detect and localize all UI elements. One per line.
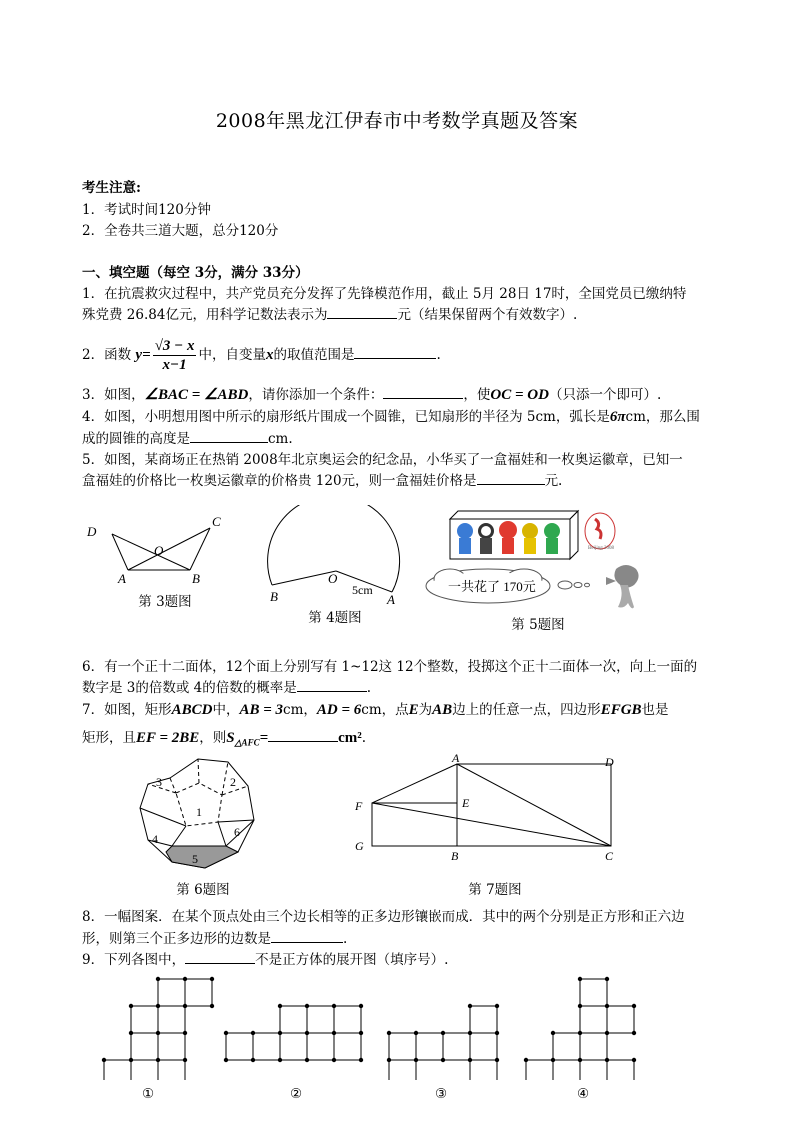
fig6-label: 5 <box>192 852 198 866</box>
math-unit: cm² <box>338 730 362 746</box>
answer-blank[interactable] <box>268 727 338 742</box>
q1-text: 殊党费 26.84亿元，用科学记数法表示为 <box>82 307 328 323</box>
net-square <box>253 1033 280 1060</box>
answer-blank[interactable] <box>354 344 436 359</box>
math-expr: EF = 2BE <box>136 730 200 746</box>
fig3-label-d: D <box>87 524 97 539</box>
q8-text: 形，则第三个正多边形的边数是 <box>82 931 271 947</box>
net-square <box>334 1006 361 1033</box>
cube-net-3 <box>387 1004 499 1080</box>
net-vertex-dot <box>414 1031 418 1035</box>
net-vertex-dot <box>210 977 214 981</box>
notice-item: 2．全卷共三道大题，总分120分 <box>82 223 279 239</box>
net-square <box>470 1060 497 1080</box>
q7-line1 <box>82 699 669 721</box>
fig6-label: 6 <box>234 825 240 839</box>
net-square <box>131 1006 158 1033</box>
q6-line1: 6．有一个正十二面体，12个面上分别写有 1~12这 12个整数，投掷这个正十二面体一次，向上一面的 <box>82 659 698 675</box>
q7-text: 7．如图，矩形 <box>82 702 172 718</box>
net-vertex-dot <box>578 1004 582 1008</box>
fig4-label-o: O <box>328 571 338 586</box>
net-square <box>307 1006 334 1033</box>
math-subscript: △AFC <box>234 737 260 748</box>
fig6-shaded-face <box>166 846 238 868</box>
fig7-label-c: C <box>605 849 614 863</box>
q8-line2 <box>82 928 347 950</box>
fig5-caption: 第 5题图 <box>511 617 565 633</box>
q4-text: 成的圆锥的高度是 <box>82 431 190 447</box>
fig7-caption: 第 7题图 <box>468 882 522 898</box>
fig7-segment-fc <box>372 803 611 846</box>
net-vertex-dot <box>305 1004 309 1008</box>
q3-text: （只添一个即可）. <box>548 387 662 403</box>
bubble-text: 一共花了 170元 <box>448 579 536 594</box>
q9-line <box>82 949 448 971</box>
net-square <box>580 979 607 1006</box>
q5-text: 盒福娃的价格比一枚奥运徽章的价格贵 120元，则一盒福娃价格是 <box>82 473 477 489</box>
net-vertex-dot <box>578 1031 582 1035</box>
fraction-denominator: x−1 <box>162 357 187 373</box>
q7-text: 中， <box>212 702 240 718</box>
math-var: x <box>265 347 274 363</box>
net-square <box>580 1033 607 1060</box>
net-vertex-dot <box>251 1031 255 1035</box>
net-label: ③ <box>434 1086 448 1102</box>
net-vertex-dot <box>605 1058 609 1062</box>
q4-text: 4．如图，小明想用图中所示的扇形纸片围成一个圆锥，已知扇形的半径为 5cm，弧长是 <box>82 409 610 425</box>
section-heading: 一、填空题（每空 3分，满分 33分） <box>82 265 309 281</box>
q2-text: . <box>436 347 441 363</box>
math-var: S <box>226 730 235 746</box>
fig7-label-a: A <box>452 752 460 765</box>
net-square <box>580 1006 607 1033</box>
math-expr: AB = 3 <box>239 702 284 718</box>
net-square <box>307 1033 334 1060</box>
net-label: ① <box>141 1086 155 1102</box>
q7-text: 为 <box>418 702 433 718</box>
answer-blank[interactable] <box>477 470 545 485</box>
net-square <box>580 1060 607 1080</box>
fig6-label: 1 <box>196 805 202 819</box>
net-square <box>131 1033 158 1060</box>
net-vertex-dot <box>278 1031 282 1035</box>
fig3-label-c: C <box>212 514 221 529</box>
fig5-box-top <box>450 511 578 519</box>
net-square <box>607 1006 634 1033</box>
fig6-label: 2 <box>230 775 236 789</box>
fig7-label-d: D <box>605 755 614 769</box>
notice-heading: 考生注意: <box>82 180 141 196</box>
q2-line <box>82 337 441 374</box>
net-square <box>158 1060 185 1080</box>
fig7-label-e: E <box>462 796 470 810</box>
net-vertex-dot <box>578 977 582 981</box>
cube-net-2 <box>224 1004 363 1062</box>
fig5-box-side <box>570 511 578 559</box>
net-vertex-dot <box>578 1058 582 1062</box>
net-vertex-dot <box>156 1004 160 1008</box>
net-vertex-dot <box>183 1031 187 1035</box>
q7-text: cm， <box>283 702 317 718</box>
q8-text: . <box>343 931 348 947</box>
net-vertex-dot <box>387 1058 391 1062</box>
q6-text: 数字是 3的倍数或 4的倍数的概率是 <box>82 680 297 696</box>
net-vertex-dot <box>605 977 609 981</box>
figure-3 <box>82 512 242 592</box>
net-vertex-dot <box>332 1004 336 1008</box>
net-vertex-dot <box>495 1058 499 1062</box>
fig4-caption: 第 4题图 <box>308 610 362 626</box>
cube-net-4 <box>524 977 636 1080</box>
net-square <box>158 979 185 1006</box>
fig3-segment <box>190 528 210 570</box>
q1-line2 <box>82 304 577 326</box>
figure-7 <box>345 752 625 867</box>
math-expr: ABCD <box>171 702 213 718</box>
net-vertex-dot <box>183 1004 187 1008</box>
figure-5 <box>420 505 660 615</box>
net-vertex-dot <box>414 1058 418 1062</box>
fig7-rect-efgb <box>372 803 457 846</box>
net-vertex-dot <box>278 1004 282 1008</box>
q7-text: ，则 <box>199 730 227 746</box>
fig4-label-a: A <box>387 592 395 607</box>
net-vertex-dot <box>359 1004 363 1008</box>
net-square <box>158 1006 185 1033</box>
net-vertex-dot <box>305 1031 309 1035</box>
notice-item: 1．考试时间120分钟 <box>82 202 211 218</box>
q4-line2 <box>82 428 293 450</box>
net-vertex-dot <box>632 1004 636 1008</box>
girl-icon <box>606 565 639 608</box>
net-vertex-dot <box>129 1031 133 1035</box>
q7-text: . <box>361 730 367 746</box>
fraction-numerator: √3 − x <box>154 338 195 354</box>
fraction <box>153 337 197 374</box>
fig6-label: 3 <box>156 775 162 789</box>
q7-text: 矩形，且 <box>82 730 136 746</box>
q2-text: 中，自变量 <box>198 347 266 363</box>
net-vertex-dot <box>156 977 160 981</box>
math-expr: AB <box>432 702 453 718</box>
fig3-segment <box>128 528 210 570</box>
math-expr: AD = 6 <box>316 702 362 718</box>
net-square <box>470 1006 497 1033</box>
math-var: y <box>135 347 143 363</box>
math-var: E <box>408 702 419 718</box>
math-op: = <box>142 347 151 363</box>
math-expr: ∠BAC = ∠ABD <box>144 387 249 403</box>
answer-blank[interactable] <box>271 928 343 943</box>
fig7-segment-fa <box>372 764 457 803</box>
net-square <box>389 1060 416 1080</box>
net-vertex-dot <box>210 1004 214 1008</box>
fig4-radius <box>272 571 336 585</box>
q9-text: 不是正方体的展开图（填序号）. <box>255 952 449 968</box>
q5-text: 元. <box>544 473 563 489</box>
fig3-label-o: O <box>154 543 164 558</box>
net-label: ④ <box>576 1086 590 1102</box>
q3-text: ，请你添加一个条件： <box>248 387 384 403</box>
net-vertex-dot <box>632 1031 636 1035</box>
fig4-label-radius: 5cm <box>352 583 373 597</box>
net-square <box>185 979 212 1006</box>
net-vertex-dot <box>129 1058 133 1062</box>
answer-blank[interactable] <box>185 949 255 964</box>
page-title: 2008年黑龙江伊春市中考数学真题及答案 <box>215 110 579 132</box>
q7-text: 边上的任意一点，四边形 <box>452 702 601 718</box>
q5-line2 <box>82 470 562 492</box>
q7-text: cm，点 <box>361 702 409 718</box>
q9-text: 9．下列各图中， <box>82 952 186 968</box>
net-square <box>470 1033 497 1060</box>
net-square <box>334 1033 361 1060</box>
cube-net-1 <box>102 977 214 1080</box>
net-square <box>607 1060 634 1080</box>
q7-text: 也是 <box>641 702 669 718</box>
net-square <box>131 1060 158 1080</box>
answer-blank[interactable] <box>383 384 463 399</box>
q5-line1: 5．如图，某商场正在热销 2008年北京奥运会的纪念品，小华买了一盒福娃和一枚奥运徽章，已知一 <box>82 452 683 468</box>
q3-text: 3．如图， <box>82 387 145 403</box>
q8-line1: 8．一幅图案．在某个顶点处由三个边长相等的正多边形镶嵌而成．其中的两个分别是正方形和正六边 <box>82 909 685 925</box>
fig3-segment <box>112 534 190 570</box>
net-vertex-dot <box>251 1058 255 1062</box>
fig7-segment-ac <box>457 764 611 846</box>
fig4-label-b: B <box>270 589 278 604</box>
net-vertex-dot <box>156 1058 160 1062</box>
net-square <box>443 1033 470 1060</box>
net-vertex-dot <box>551 1058 555 1062</box>
fig7-label-b: B <box>451 849 459 863</box>
net-vertex-dot <box>359 1058 363 1062</box>
net-vertex-dot <box>156 1031 160 1035</box>
net-square <box>280 1033 307 1060</box>
net-square <box>526 1060 553 1080</box>
fig6-caption: 第 6题图 <box>176 882 230 898</box>
net-vertex-dot <box>605 1004 609 1008</box>
cube-nets <box>0 970 794 1080</box>
figure-6 <box>130 748 270 878</box>
figure-4 <box>262 505 412 610</box>
q3-line <box>82 384 661 406</box>
net-vertex-dot <box>129 1004 133 1008</box>
net-vertex-dot <box>278 1058 282 1062</box>
q2-text: 的取值范围是 <box>273 347 355 363</box>
net-vertex-dot <box>495 1031 499 1035</box>
answer-blank[interactable] <box>327 304 397 319</box>
q3-text: ，使 <box>463 387 491 403</box>
math-expr: EFGB <box>600 702 642 718</box>
net-square <box>104 1060 131 1080</box>
net-vertex-dot <box>305 1058 309 1062</box>
fig6-label: 4 <box>152 832 158 846</box>
net-vertex-dot <box>524 1058 528 1062</box>
fig3-segment <box>112 534 128 570</box>
q1-text: 元（结果保留两个有效数字）. <box>397 307 578 323</box>
net-square <box>553 1033 580 1060</box>
q4-line1 <box>82 406 700 428</box>
net-vertex-dot <box>468 1004 472 1008</box>
net-vertex-dot <box>632 1058 636 1062</box>
q6-line2 <box>82 677 371 699</box>
net-vertex-dot <box>183 977 187 981</box>
fig3-label-a: A <box>118 571 126 586</box>
fig3-label-b: B <box>192 571 200 586</box>
q6-text: . <box>366 680 372 696</box>
net-vertex-dot <box>441 1058 445 1062</box>
net-vertex-dot <box>468 1031 472 1035</box>
net-square <box>553 1060 580 1080</box>
math-op: = <box>259 730 269 746</box>
net-vertex-dot <box>224 1058 228 1062</box>
net-vertex-dot <box>359 1031 363 1035</box>
net-square <box>280 1006 307 1033</box>
net-square <box>226 1033 253 1060</box>
fig7-label-f: F <box>355 799 363 813</box>
q2-text: 2．函数 <box>82 347 132 363</box>
net-vertex-dot <box>183 1058 187 1062</box>
net-vertex-dot <box>332 1058 336 1062</box>
answer-blank[interactable] <box>190 428 268 443</box>
fig3-caption: 第 3题图 <box>138 594 192 610</box>
net-vertex-dot <box>441 1031 445 1035</box>
fig7-label-g: G <box>355 839 364 853</box>
net-vertex-dot <box>332 1031 336 1035</box>
q4-text: cm. <box>268 431 293 447</box>
net-square <box>389 1060 416 1080</box>
net-label: ② <box>289 1086 303 1102</box>
answer-blank[interactable] <box>297 677 367 692</box>
net-square <box>416 1033 443 1060</box>
net-vertex-dot <box>605 1031 609 1035</box>
net-square <box>158 1033 185 1060</box>
net-vertex-dot <box>387 1031 391 1035</box>
net-vertex-dot <box>551 1031 555 1035</box>
olympic-badge-icon <box>585 513 615 549</box>
q4-text: cm，那么围 <box>625 409 700 425</box>
net-vertex-dot <box>495 1004 499 1008</box>
net-vertex-dot <box>468 1058 472 1062</box>
badge-text: Beijing 2008 <box>588 546 614 551</box>
math-expr: OC = OD <box>490 387 549 403</box>
net-vertex-dot <box>224 1031 228 1035</box>
q1-line1: 1．在抗震救灾过程中，共产党员充分发挥了先锋模范作用，截止 5月 28日 17时，全国党员已缴纳特 <box>82 286 687 302</box>
net-square <box>389 1033 416 1060</box>
net-vertex-dot <box>102 1058 106 1062</box>
math-expr: 6π <box>609 409 626 425</box>
